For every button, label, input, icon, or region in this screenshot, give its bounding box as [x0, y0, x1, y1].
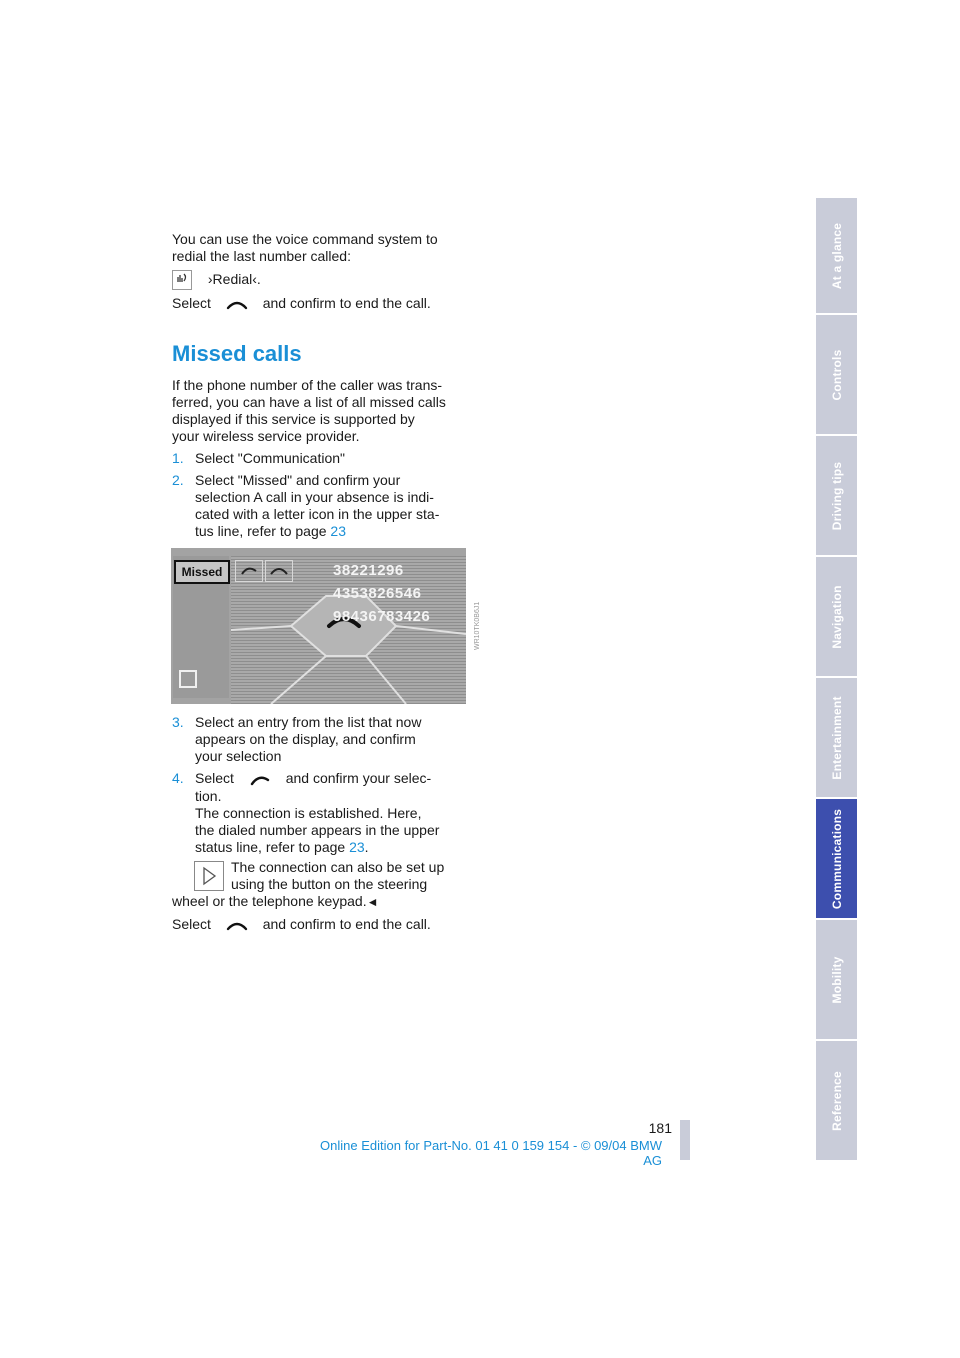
- tab-driving-tips[interactable]: Driving tips: [816, 436, 857, 555]
- note-line: The connection can also be set up: [231, 859, 445, 875]
- tab-controls[interactable]: Controls: [816, 315, 857, 434]
- intro-line: redial the last number called:: [172, 248, 351, 264]
- step-number: 3.: [172, 714, 184, 730]
- step-line: tion.: [195, 787, 222, 804]
- select-suffix: and confirm to end the call.: [262, 916, 431, 932]
- final-instruction: [172, 916, 472, 934]
- tab-entertainment[interactable]: Entertainment: [816, 678, 857, 797]
- page-link[interactable]: 23: [349, 838, 365, 855]
- voice-command-icon: [172, 270, 192, 290]
- page-marker: [680, 1120, 690, 1160]
- end-call-icon[interactable]: [265, 560, 293, 582]
- section-paragraph: [172, 377, 472, 445]
- step-line: the dialed number appears in the upper: [195, 821, 440, 838]
- footer-text: Online Edition for Part-No. 01 41 0 159 154 - © 09/04 BMW AG: [320, 1138, 662, 1168]
- step-line: Select an entry from the list that now: [195, 714, 422, 730]
- voice-command-text: ›Redial‹.: [207, 270, 261, 287]
- step-number: 4.: [172, 770, 184, 786]
- end-call-instruction: [172, 295, 472, 313]
- missed-tab[interactable]: Missed: [174, 560, 230, 584]
- step-line: status line, refer to page: [195, 838, 350, 855]
- screen-menu-icon[interactable]: [179, 670, 197, 688]
- end-mark: ◄: [366, 895, 379, 909]
- note-text: [172, 859, 472, 911]
- para-line: your wireless service provider.: [172, 428, 360, 444]
- select-word: Select: [172, 295, 211, 311]
- tab-mobility[interactable]: Mobility: [816, 920, 857, 1039]
- para-line: ferred, you can have a list of all missed calls: [172, 394, 446, 410]
- step-4: [172, 770, 472, 856]
- call-entry[interactable]: 4353826546: [333, 585, 422, 602]
- voice-command: [172, 270, 472, 290]
- note-line: using the button on the steering: [231, 876, 428, 892]
- step-line: appears on the display, and confirm: [195, 731, 416, 747]
- step-number: 2.: [172, 472, 184, 488]
- step-line: your selection: [195, 748, 282, 764]
- step-line: The connection is established. Here,: [195, 804, 422, 821]
- step-1: [172, 450, 472, 467]
- step-line: cated with a letter icon in the upper sta-: [195, 506, 440, 522]
- step-number: 1.: [172, 450, 184, 466]
- step-line: tus line, refer to page: [195, 523, 331, 539]
- select-word: Select: [195, 770, 234, 786]
- tab-navigation[interactable]: Navigation: [816, 557, 857, 676]
- intro-line: You can use the voice command system to: [172, 231, 438, 247]
- select-word: Select: [172, 916, 211, 932]
- step-line: selection A call in your absence is indi-: [195, 489, 434, 505]
- select-suffix: and confirm to end the call.: [262, 295, 431, 311]
- end-call-icon: [215, 296, 259, 313]
- note-line: wheel or the telephone keypad.: [172, 893, 367, 909]
- end-call-icon: [215, 917, 259, 934]
- section-title: Missed calls: [172, 341, 302, 366]
- image-code: WR10TK0B6J1: [474, 601, 481, 650]
- para-line: If the phone number of the caller was trans-: [172, 377, 443, 393]
- tab-communications[interactable]: Communications: [816, 799, 857, 918]
- step-line: Select "Communication": [195, 450, 346, 466]
- period: .: [364, 838, 369, 855]
- step-line: and confirm your selec-: [285, 770, 432, 786]
- accept-call-icon[interactable]: [235, 560, 263, 582]
- start-call-icon: [238, 771, 282, 788]
- missed-calls-screen: [171, 548, 466, 704]
- call-entry[interactable]: 38221296: [333, 562, 404, 579]
- tab-reference[interactable]: Reference: [816, 1041, 857, 1160]
- step-2: [172, 472, 472, 540]
- tab-at-a-glance[interactable]: At a glance: [816, 198, 857, 313]
- intro-text: [172, 231, 472, 265]
- page-link[interactable]: 23: [330, 523, 346, 539]
- para-line: displayed if this service is supported by: [172, 411, 415, 427]
- page-number: 181: [648, 1120, 672, 1136]
- step-line: Select "Missed" and confirm your: [195, 472, 401, 488]
- step-3: [172, 714, 472, 765]
- call-entry[interactable]: 98436783426: [333, 608, 431, 625]
